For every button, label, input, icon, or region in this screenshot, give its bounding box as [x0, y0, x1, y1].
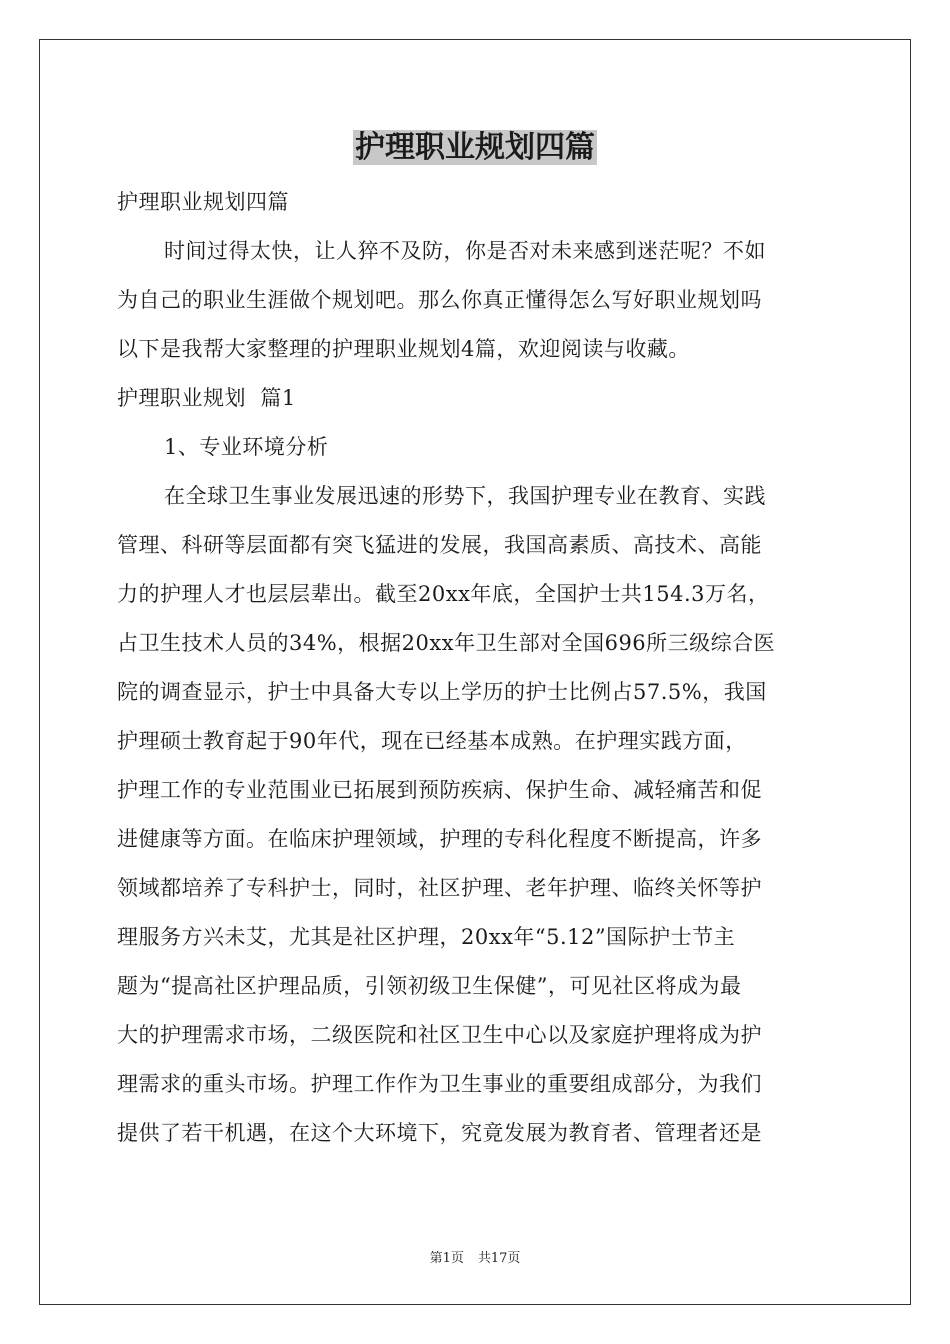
paragraph-line: 领域都培养了专科护士，同时，社区护理、老年护理、临终关怀等护	[117, 876, 762, 900]
paragraph-line: 大的护理需求市场，二级医院和社区卫生中心以及家庭护理将成为护	[117, 1023, 762, 1047]
document-title	[0, 126, 950, 170]
paragraph-line: 院的调查显示，护士中具备大专以上学历的护士比例占57.5%，我国	[117, 680, 767, 704]
intro-line: 时间过得太快，让人猝不及防，你是否对未来感到迷茫呢？不如	[164, 239, 766, 263]
document-subtitle: 护理职业规划四篇	[117, 190, 289, 214]
paragraph-line: 护理硕士教育起于90年代，现在已经基本成熟。在护理实践方面，	[117, 729, 747, 753]
subsection-heading: 1、专业环境分析	[164, 435, 329, 459]
paragraph-line: 理服务方兴未艾，尤其是社区护理，20xx年“5.12”国际护士节主	[117, 925, 736, 949]
page-footer	[0, 1247, 950, 1266]
paragraph-line: 提供了若干机遇，在这个大环境下，究竟发展为教育者、管理者还是	[117, 1121, 762, 1145]
document-title-text: 护理职业规划四篇	[355, 130, 595, 165]
paragraph-line: 护理工作的专业范围业已拓展到预防疾病、保护生命、减轻痛苦和促	[117, 778, 762, 802]
intro-line: 为自己的职业生涯做个规划吧。那么你真正懂得怎么写好职业规划吗	[117, 288, 762, 312]
paragraph-line: 管理、科研等层面都有突飞猛进的发展，我国高素质、高技术、高能	[117, 533, 762, 557]
paragraph-line: 占卫生技术人员的34%，根据20xx年卫生部对全国696所三级综合医	[117, 631, 776, 655]
paragraph-line: 在全球卫生事业发展迅速的形势下，我国护理专业在教育、实践	[164, 484, 766, 508]
paragraph-line: 进健康等方面。在临床护理领域，护理的专科化程度不断提高，许多	[117, 827, 762, 851]
document-body	[117, 178, 837, 1158]
page-number-total: 共17页	[477, 1251, 521, 1266]
paragraph-line: 题为“提高社区护理品质，引领初级卫生保健”，可见社区将成为最	[117, 974, 742, 998]
section-heading: 护理职业规划 篇1	[117, 386, 296, 410]
page-number-current: 第1页	[429, 1251, 464, 1266]
paragraph-line: 力的护理人才也层层辈出。截至20xx年底，全国护士共154.3万名，	[117, 582, 770, 606]
intro-line: 以下是我帮大家整理的护理职业规划4篇，欢迎阅读与收藏。	[117, 337, 690, 361]
paragraph-line: 理需求的重头市场。护理工作作为卫生事业的重要组成部分，为我们	[117, 1072, 762, 1096]
